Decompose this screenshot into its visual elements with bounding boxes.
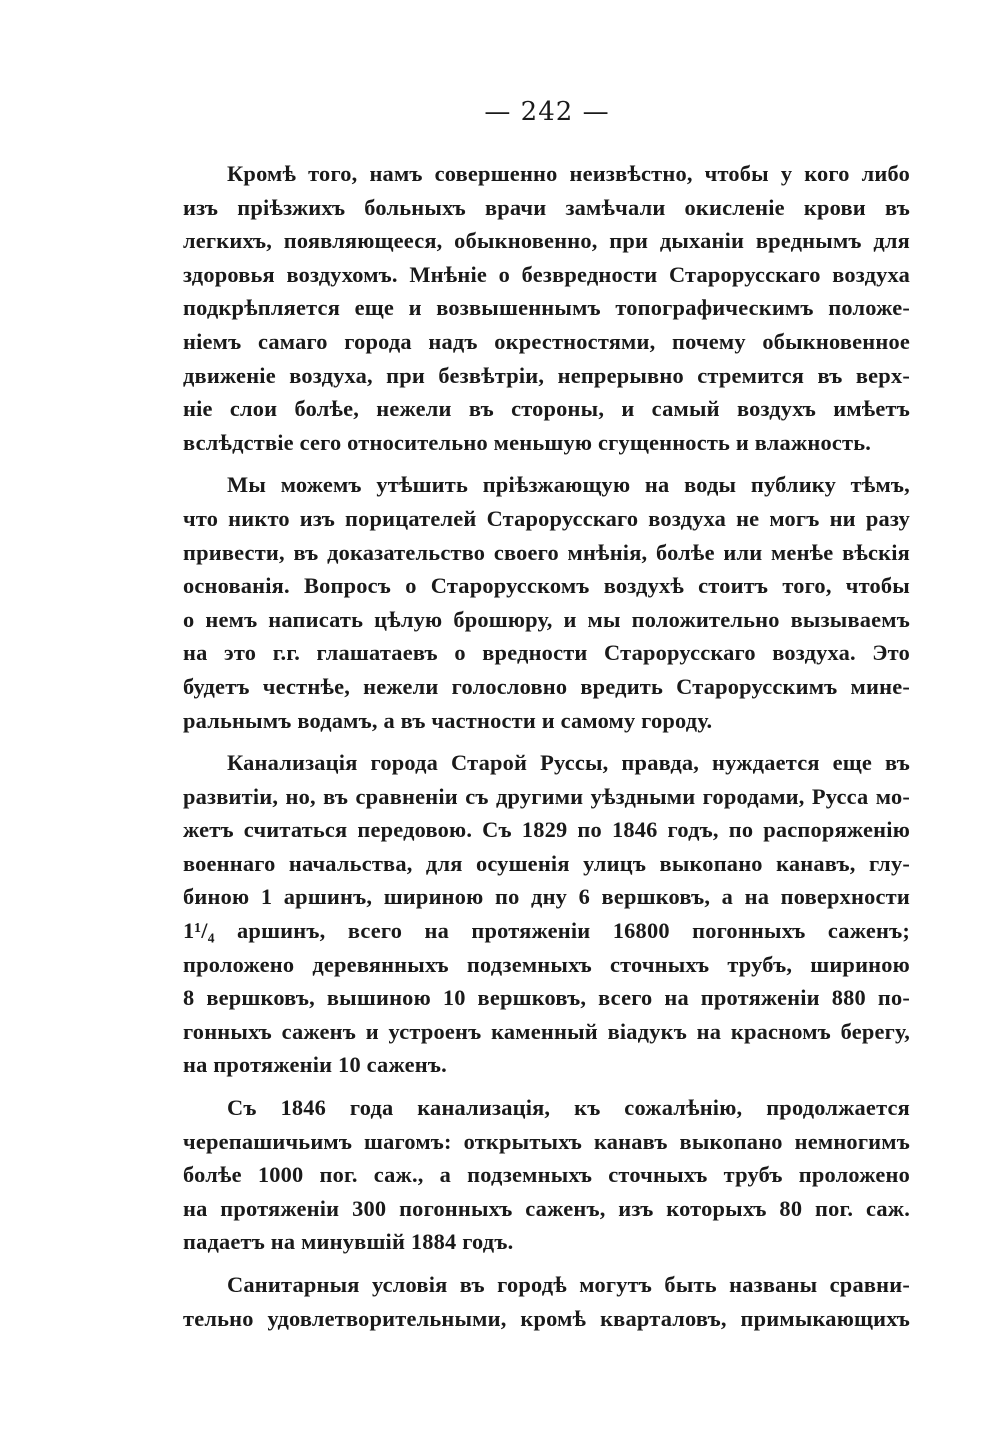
text-line: жетъ считаться передовою. Съ 1829 по 1846 годъ, по распоряженію bbox=[183, 817, 910, 843]
text-line: Санитарныя условія въ городѣ могутъ быть названы сравни- bbox=[227, 1272, 910, 1297]
text-line: основанія. Вопросъ о Старорусскомъ воздухѣ стоитъ того, чтобы bbox=[183, 573, 910, 599]
text-line: Канализація города Старой Руссы, правда, нуждается еще въ bbox=[227, 750, 910, 776]
text-line: Кромѣ того, намъ совершенно неизвѣстно, чтобы у кого либо bbox=[227, 161, 910, 186]
text-line: черепашичьимъ шагомъ: открытыхъ канавъ выкопано немногимъ bbox=[183, 1128, 910, 1154]
text-line: на это г.г. глашатаевъ о вредности Старорусскаго воздуха. Это bbox=[183, 640, 910, 666]
text-line: что никто изъ порицателей Старорусскаго воздуха не могъ ни разу bbox=[183, 505, 910, 531]
text-line: биною 1 аршинъ, шириною по дну 6 вершковъ, а на поверхности bbox=[183, 884, 910, 910]
text-line: развитіи, но, въ сравненіи съ другими уѣздными городами, Русса мо- bbox=[183, 783, 910, 809]
text-line: Мы можемъ утѣшить пріѣзжающую на воды публику тѣмъ, bbox=[227, 472, 910, 498]
text-line: военнаго начальства, для осушенія улицъ выкопано канавъ, глу- bbox=[183, 850, 910, 876]
paragraph bbox=[183, 1268, 910, 1335]
text-line: движеніе воздуха, при безвѣтріи, непрерывно стремится въ верх- bbox=[183, 362, 910, 388]
text-line: проложено деревянныхъ подземныхъ сточныхъ трубъ, шириною bbox=[183, 951, 910, 977]
text-line: ніе слои болѣе, нежели въ стороны, и самый воздухъ имѣетъ bbox=[183, 396, 910, 422]
text-line: ніемъ самаго города надъ окрестностями, почему обыкновенное bbox=[183, 328, 910, 354]
text-line: на протяженіи 300 погонныхъ саженъ, изъ которыхъ 80 пог. саж. bbox=[183, 1195, 910, 1221]
text-line: 8 вершковъ, вышиною 10 вершковъ, всего на протяженіи 880 по- bbox=[183, 985, 910, 1011]
text-line: будетъ честнѣе, нежели голословно вредить Старорусскимъ мине- bbox=[183, 673, 910, 699]
paragraph bbox=[183, 468, 910, 737]
text-line: подкрѣпляется еще и возвышеннымъ топографическимъ положе- bbox=[183, 295, 910, 321]
text-line: ральнымъ водамъ, а въ частности и самому городу. bbox=[183, 707, 713, 733]
body-text bbox=[183, 157, 910, 1344]
text-line: здоровья воздухомъ. Мнѣніе о безвредности Старорусскаго воздуха bbox=[183, 261, 910, 287]
text-line: вслѣдствіе сего относительно меньшую сгущенность и влажность. bbox=[183, 429, 872, 455]
text-line: легкихъ, появляющееся, обыкновенно, при дыханіи вреднымъ для bbox=[183, 228, 910, 254]
text-line: падаетъ на минувшій 1884 годъ. bbox=[183, 1229, 514, 1255]
text-line: гонныхъ саженъ и устроенъ каменный віадукъ на красномъ берегу, bbox=[183, 1018, 910, 1044]
paragraph bbox=[183, 1091, 910, 1259]
text-line: болѣе 1000 пог. саж., а подземныхъ сточныхъ трубъ проложено bbox=[183, 1162, 910, 1188]
text-line: о немъ написать цѣлую брошюру, и мы положительно вызываемъ bbox=[183, 606, 910, 632]
text-line: привести, въ доказательство своего мнѣнія, болѣе или менѣе вѣскія bbox=[183, 539, 910, 565]
text-line: тельно удовлетворительными, кромѣ кварталовъ, примыкающихъ bbox=[183, 1305, 910, 1331]
text-line: на протяженіи 10 саженъ. bbox=[183, 1052, 447, 1078]
text-line: 1¹/₄ аршинъ, всего на протяженіи 16800 погонныхъ саженъ; bbox=[183, 918, 910, 944]
page-number: — 242 — bbox=[484, 97, 610, 127]
text-line: Съ 1846 года канализація, къ сожалѣнію, продолжается bbox=[227, 1095, 910, 1121]
text-line: изъ пріѣзжихъ больныхъ врачи замѣчали окисленіе крови въ bbox=[183, 194, 910, 220]
paragraph bbox=[183, 157, 910, 459]
paragraph bbox=[183, 746, 910, 1082]
